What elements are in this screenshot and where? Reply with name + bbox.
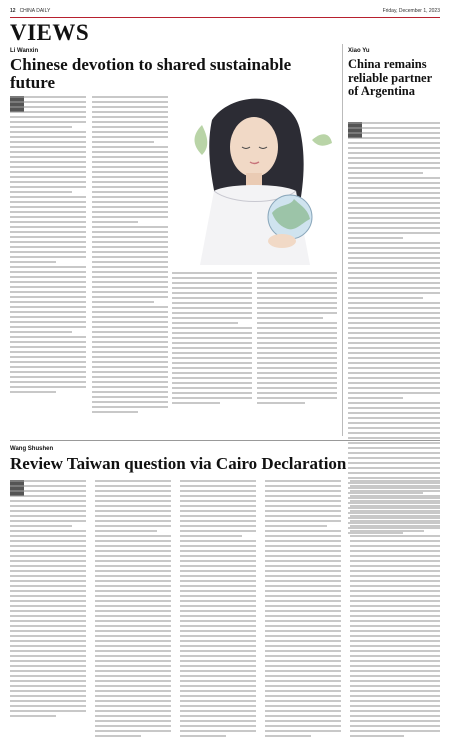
section-title: VIEWS [10, 20, 90, 45]
article3-col-4 [265, 480, 341, 740]
column-divider [342, 44, 343, 436]
article1-col-3 [172, 272, 252, 407]
drop-cap [348, 122, 362, 138]
article3-col-5 [350, 480, 440, 740]
page-number: 12 [10, 8, 16, 14]
article3-byline: Wang Shushen [10, 446, 54, 452]
drop-cap [10, 480, 24, 496]
article1-headline: Chinese devotion to shared sustainable future [10, 55, 292, 93]
article1-byline: Li Wanxin [10, 48, 39, 54]
article2-headline: China remains reliable partner of Argentina [348, 57, 432, 98]
illustration-woman-with-globe [172, 95, 337, 265]
article1-col-1 [10, 96, 86, 396]
masthead-bar [10, 6, 440, 16]
brand-name: CHINA DAILY [19, 8, 51, 14]
article3-col-3 [180, 480, 256, 740]
article3-headline: Review Taiwan question via Cairo Declaration [10, 454, 347, 473]
article1-col-4 [257, 272, 337, 407]
article3-col-2 [95, 480, 171, 740]
drop-cap [10, 96, 24, 112]
issue-date: Friday, December 1, 2023 [382, 8, 440, 14]
article1-col-2 [92, 96, 168, 416]
article2-body [348, 122, 440, 537]
article2-byline: Xiao Yu [348, 48, 370, 54]
section-divider [10, 440, 440, 441]
masthead-rule [10, 17, 440, 18]
article3-col-1 [10, 480, 86, 720]
